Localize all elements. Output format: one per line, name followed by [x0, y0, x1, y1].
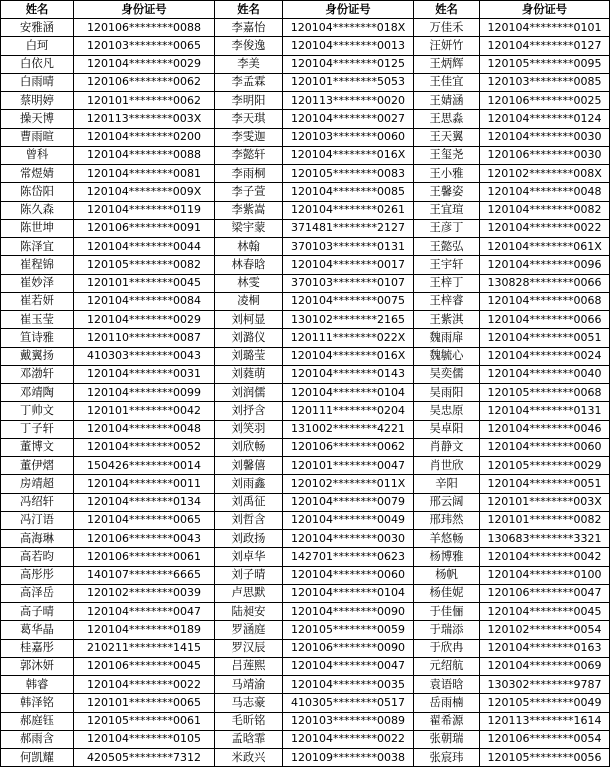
- name-cell: 王佳宜: [414, 73, 480, 91]
- id-cell: 120104********0027: [283, 110, 414, 128]
- header-id-col2: 身份证号: [283, 1, 414, 19]
- name-cell: 杨佳妮: [414, 584, 480, 602]
- id-cell: 120106********0061: [74, 548, 215, 566]
- id-cell: 120106********0088: [74, 19, 215, 37]
- id-cell: 120101********0047: [283, 457, 414, 475]
- id-cell: 120104********016X: [283, 347, 414, 365]
- name-cell: 李子萱: [215, 183, 283, 201]
- name-cell: 吴卓阳: [414, 420, 480, 438]
- id-cell: 120104********0040: [480, 365, 610, 383]
- id-cell: 120104********0131: [480, 402, 610, 420]
- id-cell: 120104********0024: [480, 347, 610, 365]
- name-cell: 刘笑羽: [215, 420, 283, 438]
- name-cell: 刘润儒: [215, 384, 283, 402]
- name-cell: 王梓睿: [414, 292, 480, 310]
- name-cell: 陆昶安: [215, 603, 283, 621]
- id-cell: 120104********0099: [74, 384, 215, 402]
- id-cell: 120113********003X: [74, 110, 215, 128]
- id-cell: 120110********0087: [74, 329, 215, 347]
- id-cell: 120104********0042: [480, 548, 610, 566]
- id-cell: 120104********0048: [74, 420, 215, 438]
- name-cell: 李紫嵩: [215, 201, 283, 219]
- table-row: [1, 238, 610, 256]
- name-cell: 王彦丁: [414, 219, 480, 237]
- table-row: [1, 347, 610, 365]
- id-cell: 120104********0013: [283, 37, 414, 55]
- name-cell: 袁语晗: [414, 676, 480, 694]
- table-row: [1, 712, 610, 730]
- id-cell: 120104********0051: [480, 475, 610, 493]
- id-cell: 120104********0163: [480, 639, 610, 657]
- table-row: [1, 457, 610, 475]
- name-cell: 李孟霖: [215, 73, 283, 91]
- table-row: [1, 511, 610, 529]
- name-cell: 刘政扬: [215, 530, 283, 548]
- name-cell: 翟希源: [414, 712, 480, 730]
- id-cell: 120103********0065: [74, 37, 215, 55]
- table-row: [1, 384, 610, 402]
- name-cell: 马志豪: [215, 694, 283, 712]
- id-cell: 120104********0119: [74, 201, 215, 219]
- name-cell: 李俊逸: [215, 37, 283, 55]
- name-cell: 吴忠原: [414, 402, 480, 420]
- name-cell: 董博文: [1, 438, 74, 456]
- id-cell: 120104********0105: [74, 730, 215, 748]
- id-cell: 120104********0104: [283, 584, 414, 602]
- name-cell: 于欣冉: [414, 639, 480, 657]
- name-cell: 丁子轩: [1, 420, 74, 438]
- id-cell: 150426********0014: [74, 457, 215, 475]
- table-row: [1, 165, 610, 183]
- id-cell: 120104********0031: [74, 365, 215, 383]
- table-row: [1, 420, 610, 438]
- id-cell: 120101********0042: [74, 402, 215, 420]
- id-cell: 120104********0029: [74, 311, 215, 329]
- id-cell: 120106********0043: [74, 530, 215, 548]
- id-cell: 120104********0082: [480, 201, 610, 219]
- id-cell: 120104********0029: [74, 55, 215, 73]
- id-cell: 120106********0054: [480, 730, 610, 748]
- table-row: [1, 110, 610, 128]
- id-cell: 120104********0079: [283, 493, 414, 511]
- name-cell: 李明阳: [215, 92, 283, 110]
- name-cell: 凌桐: [215, 292, 283, 310]
- id-cell: 120105********0059: [283, 621, 414, 639]
- name-cell: 于瑞添: [414, 621, 480, 639]
- name-cell: 高若昀: [1, 548, 74, 566]
- name-cell: 魏毓心: [414, 347, 480, 365]
- id-cell: 140107********6665: [74, 566, 215, 584]
- name-cell: 陈泽宜: [1, 238, 74, 256]
- table-row: [1, 274, 610, 292]
- id-cell: 120104********0047: [283, 657, 414, 675]
- id-cell: 120106********0030: [480, 146, 610, 164]
- name-cell: 曹雨暄: [1, 128, 74, 146]
- id-cell: 120102********0039: [74, 584, 215, 602]
- id-cell: 120104********0049: [283, 511, 414, 529]
- name-cell: 操天博: [1, 110, 74, 128]
- header-id-col3: 身份证号: [480, 1, 610, 19]
- id-cell: 120101********0062: [74, 92, 215, 110]
- id-cell: 120106********0091: [74, 219, 215, 237]
- id-cell: 120104********0261: [283, 201, 414, 219]
- name-cell: 刘抒含: [215, 402, 283, 420]
- id-cell: 120103********0089: [283, 712, 414, 730]
- id-cell: 120103********0085: [480, 73, 610, 91]
- name-cell: 邓靖陶: [1, 384, 74, 402]
- table-row: [1, 657, 610, 675]
- name-cell: 刘欣畅: [215, 438, 283, 456]
- id-cell: 120105********0061: [74, 712, 215, 730]
- id-cell: 120104********0017: [283, 256, 414, 274]
- id-cell: 370103********0107: [283, 274, 414, 292]
- id-cell: 120104********0011: [74, 475, 215, 493]
- table-row: [1, 55, 610, 73]
- name-cell: 高海琳: [1, 530, 74, 548]
- name-cell: 毛昕铭: [215, 712, 283, 730]
- id-cell: 120104********0081: [74, 165, 215, 183]
- table-row: [1, 749, 610, 767]
- id-cell: 120104********016X: [283, 146, 414, 164]
- id-cell: 120109********0038: [283, 749, 414, 767]
- name-cell: 王天翼: [414, 128, 480, 146]
- id-cell: 120104********0101: [480, 19, 610, 37]
- id-cell: 120101********0082: [480, 511, 610, 529]
- name-cell: 吕莲熙: [215, 657, 283, 675]
- table-row: [1, 365, 610, 383]
- name-cell: 元绍航: [414, 657, 480, 675]
- name-cell: 王紫淇: [414, 311, 480, 329]
- table-row: [1, 566, 610, 584]
- id-cell: 120104********0051: [480, 329, 610, 347]
- table-row: [1, 329, 610, 347]
- table-row: [1, 475, 610, 493]
- name-cell: 李天琪: [215, 110, 283, 128]
- table-row: [1, 292, 610, 310]
- id-cell: 120104********0045: [480, 603, 610, 621]
- id-cell: 130102********2165: [283, 311, 414, 329]
- table-row: [1, 128, 610, 146]
- id-cell: 120106********0047: [480, 584, 610, 602]
- name-cell: 李美: [215, 55, 283, 73]
- table-row: [1, 19, 610, 37]
- name-cell: 陈岱阳: [1, 183, 74, 201]
- name-cell: 王懿弘: [414, 238, 480, 256]
- name-cell: 冯汀语: [1, 511, 74, 529]
- name-cell: 笪诗雅: [1, 329, 74, 347]
- table-row: [1, 584, 610, 602]
- name-cell: 李嘉怡: [215, 19, 283, 37]
- name-cell: 崔程锦: [1, 256, 74, 274]
- name-cell: 汪妍竹: [414, 37, 480, 55]
- id-cell: 120101********003X: [480, 493, 610, 511]
- id-cell: 120105********0029: [480, 457, 610, 475]
- id-cell: 120104********0047: [74, 603, 215, 621]
- name-cell: 张宸玮: [414, 749, 480, 767]
- name-cell: 梁宇蒙: [215, 219, 283, 237]
- id-cell: 120105********0095: [480, 55, 610, 73]
- id-cell: 120104********0030: [480, 128, 610, 146]
- id-cell: 120106********0062: [74, 73, 215, 91]
- name-cell: 李雨桐: [215, 165, 283, 183]
- name-cell: 林雯: [215, 274, 283, 292]
- table-row: [1, 402, 610, 420]
- id-cell: 120104********0022: [283, 730, 414, 748]
- name-cell: 刘蕤萌: [215, 365, 283, 383]
- name-cell: 王宇轩: [414, 256, 480, 274]
- id-cell: 120104********061X: [480, 238, 610, 256]
- name-cell: 李懿轩: [215, 146, 283, 164]
- id-cell: 120104********0065: [74, 511, 215, 529]
- name-cell: 桂嘉彤: [1, 639, 74, 657]
- header-id-col1: 身份证号: [74, 1, 215, 19]
- id-cell: 120102********011X: [283, 475, 414, 493]
- id-cell: 120104********0127: [480, 37, 610, 55]
- id-cell: 142701********0623: [283, 548, 414, 566]
- id-cell: 120104********0189: [74, 621, 215, 639]
- id-cell: 120106********0045: [74, 657, 215, 675]
- id-cell: 120104********0044: [74, 238, 215, 256]
- name-cell: 林翰: [215, 238, 283, 256]
- id-cell: 120101********0045: [74, 274, 215, 292]
- id-cell: 120101********0065: [74, 694, 215, 712]
- name-cell: 郭沐妍: [1, 657, 74, 675]
- id-cell: 120105********0083: [283, 165, 414, 183]
- name-cell: 罗涵庭: [215, 621, 283, 639]
- id-cell: 120104********0046: [480, 420, 610, 438]
- name-cell: 万佳禾: [414, 19, 480, 37]
- name-cell: 郝庭钰: [1, 712, 74, 730]
- name-cell: 常煜婧: [1, 165, 74, 183]
- name-cell: 刘哲含: [215, 511, 283, 529]
- table-row: [1, 73, 610, 91]
- name-cell: 肖世欣: [414, 457, 480, 475]
- name-cell: 魏雨扉: [414, 329, 480, 347]
- id-cell: 370103********0131: [283, 238, 414, 256]
- name-cell: 王梓丁: [414, 274, 480, 292]
- header-name-col3: 姓名: [414, 1, 480, 19]
- table-row: [1, 37, 610, 55]
- name-cell: 丁帅文: [1, 402, 74, 420]
- id-cell: 120113********1614: [480, 712, 610, 730]
- id-cell: 120104********0060: [480, 438, 610, 456]
- name-cell: 何凯耀: [1, 749, 74, 767]
- id-cell: 120104********0035: [283, 676, 414, 694]
- name-cell: 韩睿: [1, 676, 74, 694]
- name-cell: 王炳辉: [414, 55, 480, 73]
- name-cell: 王宜瑄: [414, 201, 480, 219]
- id-cell: 120104********0100: [480, 566, 610, 584]
- id-cell: 120104********0124: [480, 110, 610, 128]
- id-cell: 120105********0049: [480, 694, 610, 712]
- name-cell: 辛阳: [414, 475, 480, 493]
- name-cell: 刘卓华: [215, 548, 283, 566]
- id-cell: 371481********2127: [283, 219, 414, 237]
- name-cell: 陈久森: [1, 201, 74, 219]
- table-row: [1, 92, 610, 110]
- header-name-col1: 姓名: [1, 1, 74, 19]
- id-cell: 120104********0090: [283, 603, 414, 621]
- id-cell: 131002********4221: [283, 420, 414, 438]
- id-cell: 120104********0075: [283, 292, 414, 310]
- name-cell: 高彤彤: [1, 566, 74, 584]
- id-cell: 120113********0020: [283, 92, 414, 110]
- name-cell: 戴翼扬: [1, 347, 74, 365]
- id-cell: 120104********0066: [480, 311, 610, 329]
- id-cell: 120106********0062: [283, 438, 414, 456]
- id-cell: 120102********0054: [480, 621, 610, 639]
- name-cell: 王馨姿: [414, 183, 480, 201]
- table-row: [1, 730, 610, 748]
- id-cell: 120104********0084: [74, 292, 215, 310]
- name-cell: 邢玮然: [414, 511, 480, 529]
- id-cell: 120104********0052: [74, 438, 215, 456]
- name-cell: 王小雅: [414, 165, 480, 183]
- id-cell: 120105********0056: [480, 749, 610, 767]
- name-cell: 李雯迦: [215, 128, 283, 146]
- id-cell: 120104********0022: [480, 219, 610, 237]
- id-cell: 130683********3321: [480, 530, 610, 548]
- name-cell: 马靖渝: [215, 676, 283, 694]
- name-cell: 刘潞仪: [215, 329, 283, 347]
- name-cell: 董伊熠: [1, 457, 74, 475]
- name-cell: 安雅涵: [1, 19, 74, 37]
- id-cell: 120104********0125: [283, 55, 414, 73]
- name-cell: 刘璐莹: [215, 347, 283, 365]
- name-cell: 卢思默: [215, 584, 283, 602]
- name-cell: 刘子晴: [215, 566, 283, 584]
- name-cell: 白珂: [1, 37, 74, 55]
- id-cell: 120106********0090: [283, 639, 414, 657]
- id-cell: 120104********0068: [480, 292, 610, 310]
- name-cell: 孟晗霏: [215, 730, 283, 748]
- header-name-col2: 姓名: [215, 1, 283, 19]
- table-row: [1, 493, 610, 511]
- header-row: [1, 1, 610, 19]
- name-cell: 刘禹征: [215, 493, 283, 511]
- table-row: [1, 311, 610, 329]
- name-cell: 米政兴: [215, 749, 283, 767]
- table-row: [1, 438, 610, 456]
- name-cell: 冯绍轩: [1, 493, 74, 511]
- name-cell: 高泽岳: [1, 584, 74, 602]
- id-cell: 120104********0096: [480, 256, 610, 274]
- name-cell: 刘馨僖: [215, 457, 283, 475]
- name-cell: 曾科: [1, 146, 74, 164]
- name-cell: 吴奕儒: [414, 365, 480, 383]
- id-cell: 120104********0104: [283, 384, 414, 402]
- name-cell: 杨帆: [414, 566, 480, 584]
- name-cell: 林春晗: [215, 256, 283, 274]
- id-cell: 410303********0043: [74, 347, 215, 365]
- name-cell: 韩泽铭: [1, 694, 74, 712]
- id-cell: 120103********0060: [283, 128, 414, 146]
- name-cell: 王玺尧: [414, 146, 480, 164]
- table-row: [1, 694, 610, 712]
- id-cell: 420505********7312: [74, 749, 215, 767]
- id-cell: 120104********0069: [480, 657, 610, 675]
- name-cell: 于佳俪: [414, 603, 480, 621]
- name-cell: 葛华晶: [1, 621, 74, 639]
- name-cell: 王婧涵: [414, 92, 480, 110]
- table-row: [1, 219, 610, 237]
- table-row: [1, 201, 610, 219]
- name-cell: 崔玉莹: [1, 311, 74, 329]
- name-cell: 崔若妍: [1, 292, 74, 310]
- table-row: [1, 603, 610, 621]
- id-cell: 120104********0048: [480, 183, 610, 201]
- table-row: [1, 183, 610, 201]
- table-row: [1, 530, 610, 548]
- name-cell: 崔妙泽: [1, 274, 74, 292]
- name-cell: 白雨晴: [1, 73, 74, 91]
- name-cell: 罗汉辰: [215, 639, 283, 657]
- name-cell: 高子晴: [1, 603, 74, 621]
- name-cell: 肖静文: [414, 438, 480, 456]
- id-cell: 120104********0088: [74, 146, 215, 164]
- name-cell: 吴雨阳: [414, 384, 480, 402]
- name-cell: 岳雨楠: [414, 694, 480, 712]
- name-cell: 邢云阔: [414, 493, 480, 511]
- table-row: [1, 676, 610, 694]
- table-row: [1, 146, 610, 164]
- id-cell: 120111********0204: [283, 402, 414, 420]
- id-cell: 120104********0060: [283, 566, 414, 584]
- id-cell: 120104********0200: [74, 128, 215, 146]
- table-row: [1, 639, 610, 657]
- id-cell: 120105********0082: [74, 256, 215, 274]
- id-cell: 120104********009X: [74, 183, 215, 201]
- id-cell: 120106********0025: [480, 92, 610, 110]
- id-cell: 120104********0085: [283, 183, 414, 201]
- id-cell: 120105********0068: [480, 384, 610, 402]
- name-cell: 郝雨含: [1, 730, 74, 748]
- id-cell: 120104********0134: [74, 493, 215, 511]
- name-cell: 刘雨鑫: [215, 475, 283, 493]
- name-cell: 房靖超: [1, 475, 74, 493]
- name-cell: 刘柯显: [215, 311, 283, 329]
- id-cell: 130828********0066: [480, 274, 610, 292]
- name-cell: 张朝瑞: [414, 730, 480, 748]
- name-cell: 王思淼: [414, 110, 480, 128]
- id-cell: 120104********0030: [283, 530, 414, 548]
- id-cell: 120102********008X: [480, 165, 610, 183]
- id-cell: 410305********0517: [283, 694, 414, 712]
- table-row: [1, 621, 610, 639]
- name-cell: 蔡明婷: [1, 92, 74, 110]
- name-cell: 陈世坤: [1, 219, 74, 237]
- table-row: [1, 256, 610, 274]
- name-cell: 羊悠畅: [414, 530, 480, 548]
- id-cell: 210211********1415: [74, 639, 215, 657]
- id-cell: 120104********0143: [283, 365, 414, 383]
- id-cell: 120104********018X: [283, 19, 414, 37]
- id-cell: 130302********9787: [480, 676, 610, 694]
- id-cell: 120101********5053: [283, 73, 414, 91]
- name-cell: 邓渤轩: [1, 365, 74, 383]
- name-cell: 杨博雅: [414, 548, 480, 566]
- table-row: [1, 548, 610, 566]
- name-cell: 白依凡: [1, 55, 74, 73]
- id-cell: 120104********0022: [74, 676, 215, 694]
- id-cell: 120111********022X: [283, 329, 414, 347]
